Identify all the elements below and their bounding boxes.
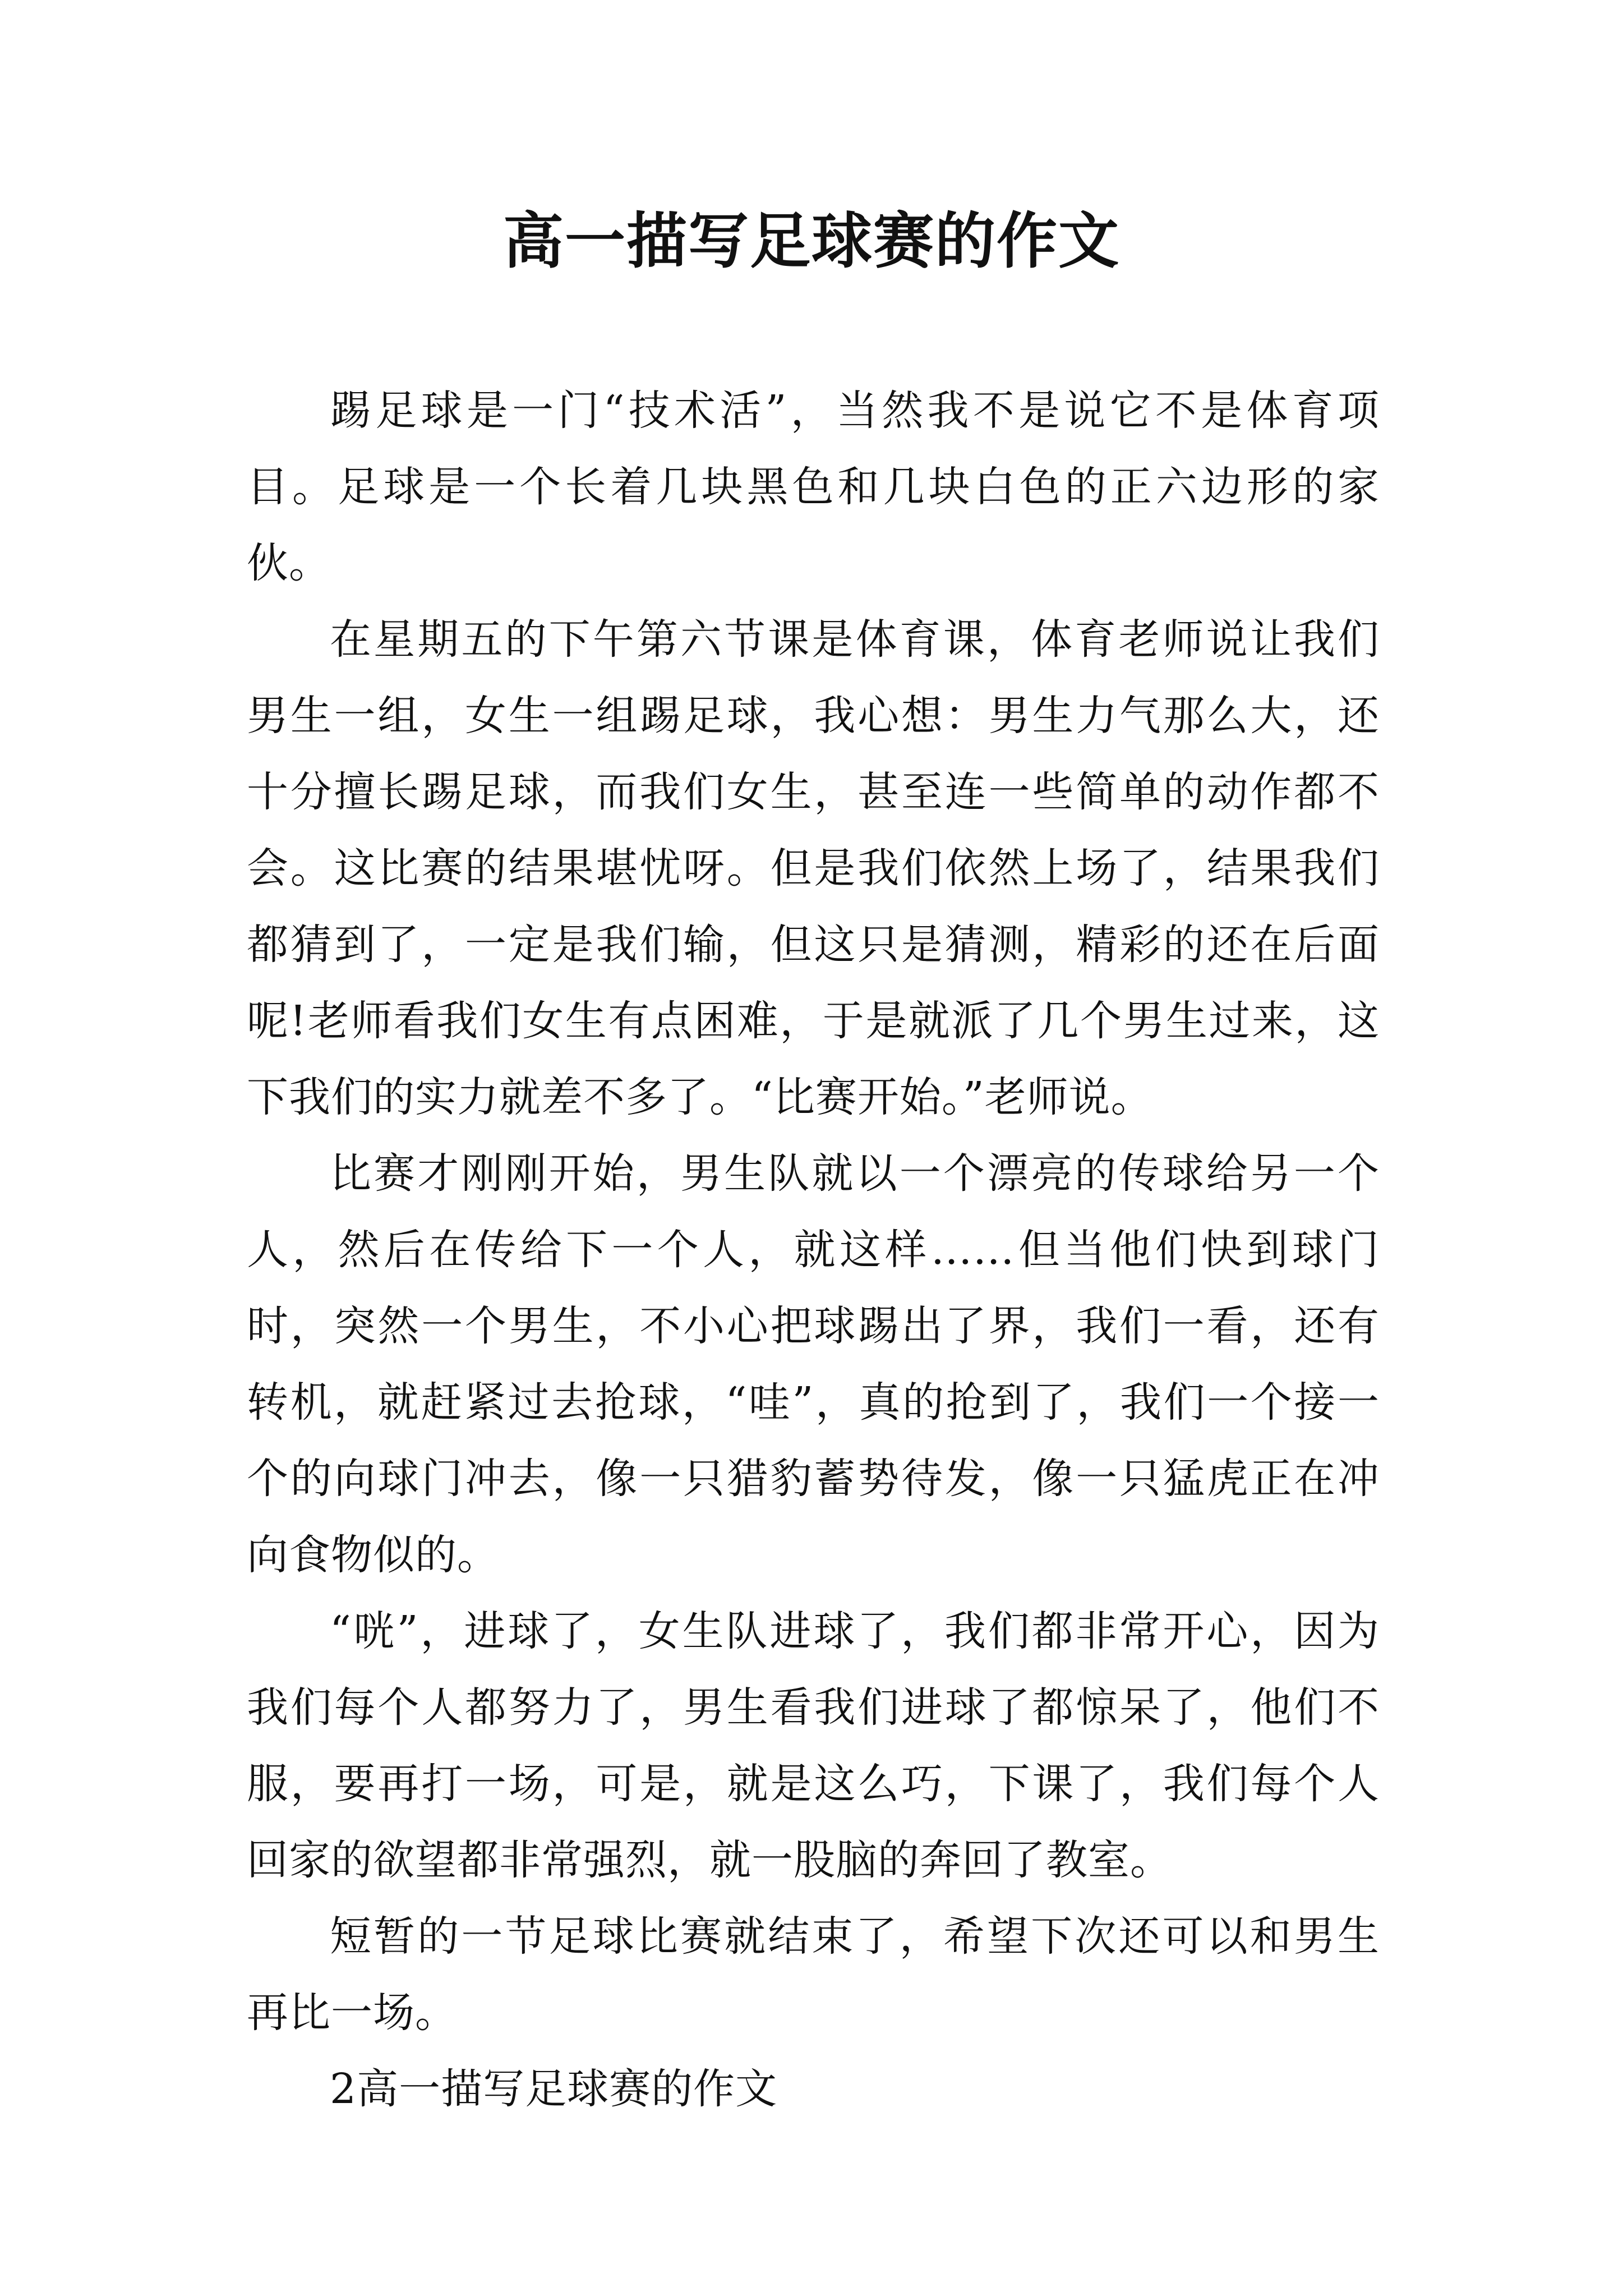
paragraph: 在星期五的下午第六节课是体育课，体育老师说让我们男生一组，女生一组踢足球，我心想：男生力气那么大，还十分擅长踢足球，而我们女生，甚至连一些简单的动作都不会。这比赛的结果堪忧呀。但是我们依然上场了，结果我们都猜到了，一定是我们输，但这只是猜测，精彩的还在后面呢!老师看我们女生有点困难，于是就派了几个男生过来，这下我们的实力就差不多了。“比赛开始。”老师说。 [247, 615, 1380, 1121]
paragraph: 踢足球是一门“技术活”，当然我不是说它不是体育项目。足球是一个长着几块黑色和几块白色的正六边形的家伙。 [247, 386, 1380, 587]
document-title: 高一描写足球赛的作文 [502, 206, 1120, 277]
paragraph: 短暂的一节足球比赛就结束了，希望下次还可以和男生再比一场。 [247, 1912, 1380, 2037]
paragraph: “咣”，进球了，女生队进球了，我们都非常开心，因为我们每个人都努力了，男生看我们进球了都惊呆了，他们不服，要再打一场，可是，就是这么巧，下课了，我们每个人回家的欲望都非常强烈，就一股脑的奔回了教室。 [247, 1607, 1380, 1884]
document-body [247, 372, 1380, 2127]
section-heading: 2高一描写足球赛的作文 [330, 2065, 778, 2113]
paragraph: 比赛才刚刚开始，男生队就以一个漂亮的传球给另一个人，然后在传给下一个人，就这样……但当他们快到球门时，突然一个男生，不小心把球踢出了界，我们一看，还有转机，就赶紧过去抢球，“哇”，真的抢到了，我们一个接一个的向球门冲去，像一只猎豹蓄势待发，像一只猛虎正在冲向食物似的。 [247, 1149, 1380, 1579]
